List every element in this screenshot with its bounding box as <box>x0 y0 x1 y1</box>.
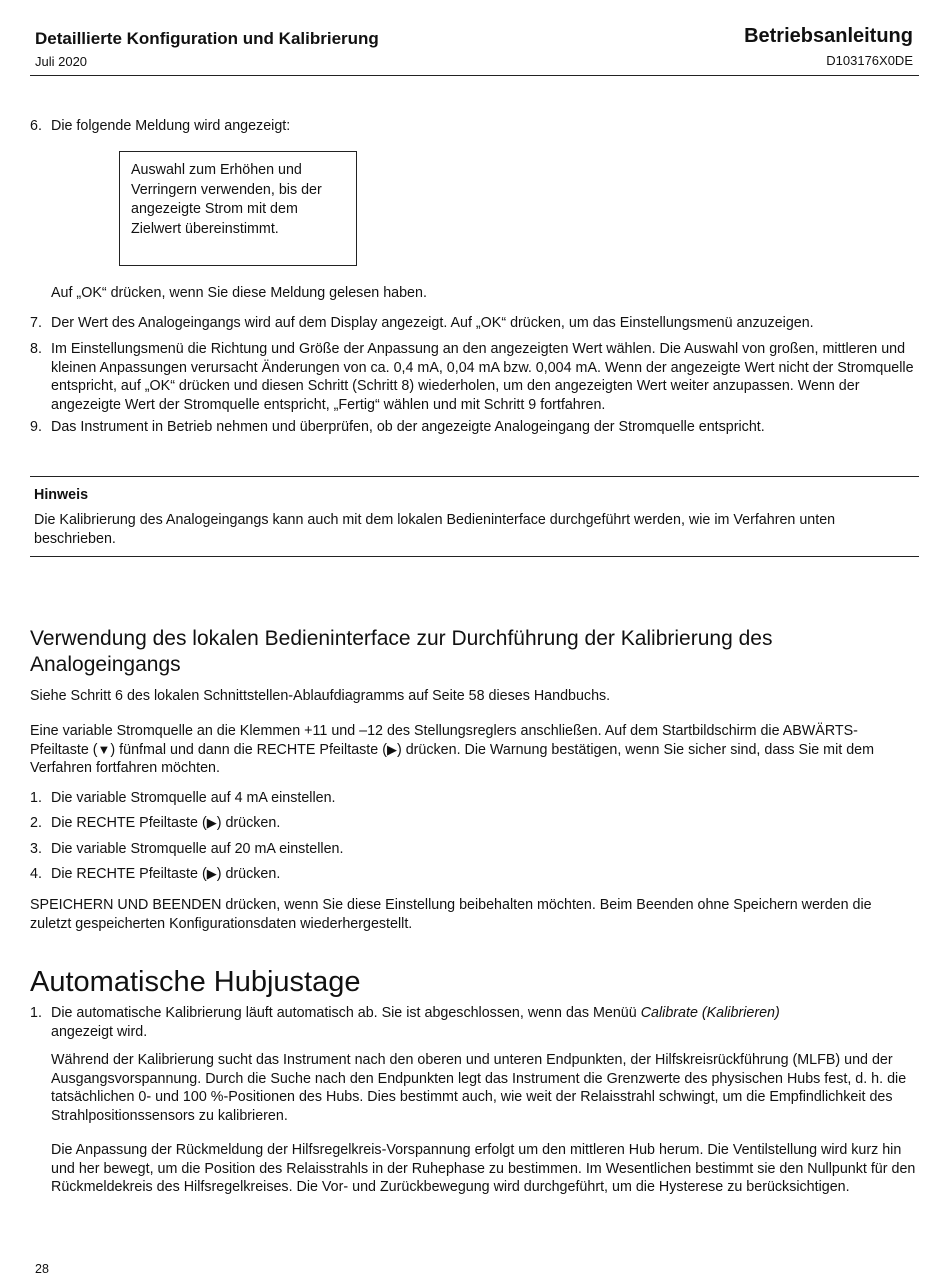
header-document-number: D103176X0DE <box>826 53 913 68</box>
step-text-part: Die RECHTE Pfeiltaste ( <box>51 815 207 831</box>
step-number: 9. <box>30 419 42 435</box>
step-text <box>51 865 915 884</box>
para-part: ) drücken. Die Warnung bestätigen, wenn Sie sicher sind, dass Sie mit dem Verfahren fortfahren möchten. <box>30 741 875 776</box>
step-number: 2. <box>30 815 42 831</box>
step-text-part: Die automatische Kalibrierung läuft automatisch ab. Sie ist abgeschlossen, wenn das Menüü <box>51 1005 641 1021</box>
step-text-part: ) drücken. <box>216 815 281 831</box>
section-heading: Verwendung des lokalen Bedieninterface zur Durchführung der Kalibrierung des Analogeingangs <box>30 627 773 676</box>
step-6-followup: Auf „OK“ drücken, wenn Sie diese Meldung gelesen haben. <box>51 285 427 301</box>
right-arrow-icon: ▶ <box>386 741 397 757</box>
display-message-box: Auswahl zum Erhöhen und Verringern verwenden, bis der angezeigte Strom mit dem Zielwert übereinstimmt. <box>119 151 357 266</box>
step-text: Die folgende Meldung wird angezeigt: <box>51 118 291 134</box>
header-date: Juli 2020 <box>35 54 88 69</box>
step-text: Im Einstellungsmenü die Richtung und Größe der Anpassung an den angezeigten Wert wählen. Die Auswahl von großen, mittleren und kleinen Anpassungen verursacht Änderungen von ca. 0,4 mA, 0,04 mA bzw. 0,004 mA. Wenn der angezeigte Wert nicht der Stromquelle entspricht, auf „OK“ drücken und diesen Schritt (Schritt 8) wiederholen, um den angezeigten Wert weiter anzupassen. Wenn der angezeigte Wert der Stromquelle entspricht, „Fertig“ wählen und mit Schritt 9 fortfahren. <box>51 341 914 413</box>
menu-name: Calibrate (Kalibrieren) <box>640 1005 780 1021</box>
header-section-title: Detaillierte Konfiguration und Kalibrierung <box>35 29 379 48</box>
down-arrow-icon: ▼ <box>97 741 111 757</box>
note-title: Hinweis <box>34 487 89 503</box>
step-number: 8. <box>30 341 42 357</box>
page-number: 28 <box>35 1262 49 1276</box>
auto-paragraph-2: Die Anpassung der Rückmeldung der Hilfsregelkreis-Vorspannung erfolgt um den mittleren Hub herum. Die Ventilstellung wird kurz hin und her bewegt, um die Position des Relaisstrahls in der Ruhephase zu bestimmen. Im Wesentlichen bestimmt sie den Nullpunkt für den Rückmeldekreis des Hilfsregelkreises. Die Vor- und Zurückbewegung wird durchgeführt, um die Hysterese zu berücksichtigen. <box>51 1142 916 1195</box>
note-text: Die Kalibrierung des Analogeingangs kann auch mit dem lokalen Bedieninterface durchgeführt werden, wie im Verfahren unten beschrieben. <box>34 512 836 547</box>
step-6 <box>30 117 915 136</box>
header-manual-title: Betriebsanleitung <box>744 25 913 47</box>
auto-calibration-heading: Automatische Hubjustage <box>30 966 361 998</box>
step-number: 4. <box>30 866 42 882</box>
lui-step-4 <box>30 865 915 884</box>
connection-paragraph <box>30 722 915 778</box>
step-text <box>51 814 915 833</box>
step-number: 1. <box>30 1005 42 1021</box>
right-arrow-icon: ▶ <box>206 866 217 881</box>
step-9 <box>30 418 915 437</box>
step-7 <box>30 314 915 333</box>
header-divider <box>30 75 919 76</box>
para-part: Eine variable Stromquelle an die Klemmen +11 und –12 des Stellungsreglers anschließen. Auf dem Startbildschirm die ABWÄRTS-Pfeiltaste ( <box>30 723 858 758</box>
step-number: 7. <box>30 315 42 331</box>
step-text-part: angezeigt wird. <box>51 1023 148 1040</box>
para-part: ) fünfmal und dann die RECHTE Pfeiltaste ( <box>110 741 387 758</box>
step-text-part: Die RECHTE Pfeiltaste ( <box>51 866 207 882</box>
lui-step-2 <box>30 814 915 833</box>
step-text <box>51 1004 831 1041</box>
step-text: Das Instrument in Betrieb nehmen und überprüfen, ob der angezeigte Analogeingang der Stromquelle entspricht. <box>51 419 765 435</box>
auto-step-1 <box>30 1004 915 1041</box>
step-text: Der Wert des Analogeingangs wird auf dem Display angezeigt. Auf „OK“ drücken, um das Einstellungsmenü anzuzeigen. <box>51 315 814 331</box>
lui-step-1 <box>30 789 915 808</box>
step-number: 6. <box>30 118 42 134</box>
step-text: Die variable Stromquelle auf 4 mA einstellen. <box>51 790 336 806</box>
section-intro: Siehe Schritt 6 des lokalen Schnittstellen-Ablaufdiagramms auf Seite 58 dieses Handbuchs. <box>30 688 611 704</box>
lui-step-3 <box>30 840 915 859</box>
auto-paragraph-1: Während der Kalibrierung sucht das Instrument nach den oberen und unteren Endpunkten, der Hilfskreisrückführung (MLFB) und der Ausgangsvorspannung. Durch die Suche nach den Endpunkten legt das Instrument die Grenzwerte des physischen Hubs fest, d. h. die tatsächlichen 0- und 100 %-Positionen des Hubs. Dies bestimmt auch, wie weit der Relaisstrahl schwingt, um die Empfindlichkeit des Strahlpositionssensors zu kalibrieren. <box>51 1052 907 1124</box>
step-text-part: ) drücken. <box>216 866 281 882</box>
right-arrow-icon: ▶ <box>206 815 217 830</box>
save-exit-paragraph: SPEICHERN UND BEENDEN drücken, wenn Sie diese Einstellung beibehalten möchten. Beim Beenden ohne Speichern werden die zuletzt gespeicherten Konfigurationsdaten wiederhergestellt. <box>30 897 872 932</box>
step-number: 1. <box>30 790 42 806</box>
note-top-rule <box>30 476 919 477</box>
step-8 <box>30 340 915 414</box>
step-number: 3. <box>30 841 42 857</box>
step-text: Die variable Stromquelle auf 20 mA einstellen. <box>51 841 344 857</box>
note-bottom-rule <box>30 556 919 557</box>
